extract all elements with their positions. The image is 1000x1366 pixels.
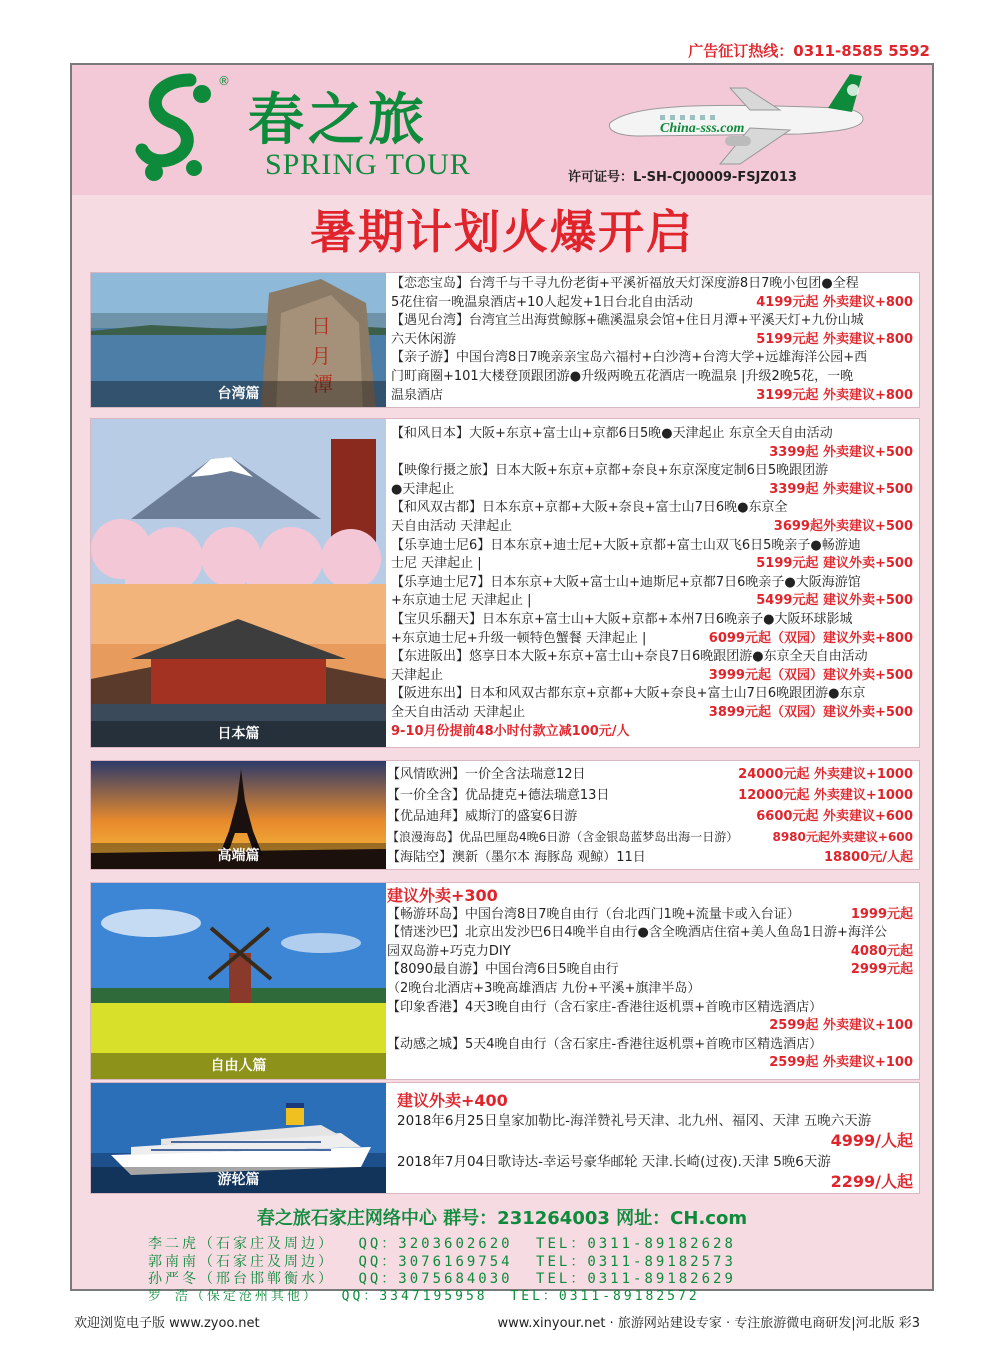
cruise-heading: 建议外卖+400 [397, 1091, 508, 1110]
list-item: 全天自由活动 天津起止 3899元起（双园）建议外卖+500 [391, 704, 913, 720]
cruise-photo [91, 1083, 386, 1193]
airplane-illustration [600, 68, 870, 168]
brand-name-en: SPRING TOUR [265, 148, 471, 181]
list-item: 【畅游环岛】中国台湾8日7晚自由行（台北西门1晚+流量卡或入台证） 1999元起 [387, 906, 913, 922]
japan-photo [91, 419, 386, 747]
list-item: 【和风日本】大阪+东京+富士山+京都6日5晚●天津起止 东京全天自由活动 [391, 426, 833, 441]
list-item: 4999/人起 [830, 1131, 913, 1150]
list-item: +东京迪士尼+升级一顿特色蟹餐 天津起止 | 6099元起（双园）建议外卖+800 [391, 630, 913, 646]
contact-row: 罗 浩（保定沧州其他） QQ：3347195958 TEL：0311-89182572 [148, 1289, 700, 1304]
free-travel-heading: 建议外卖+300 [387, 886, 498, 905]
premium-section [90, 760, 920, 870]
list-item: 【映像行摄之旅】日本大阪+东京+京都+奈良+东京深度定制6日5晚跟团游 [391, 463, 829, 479]
list-item: 2299/人起 [830, 1172, 913, 1191]
license-number: 许可证号：L-SH-CJ00009-FSJZ013 [568, 170, 797, 185]
list-item: 【恋恋宝岛】台湾千与千寻九份老街+平溪祈福放天灯深度游8日7晚小包团●全程 [391, 276, 859, 291]
list-item: 2018年7月04日歌诗达-幸运号豪华邮轮 天津.长崎(过夜).天津 5晚6天游 [397, 1154, 831, 1170]
list-item: 园双岛游+巧克力DIY 4080元起 [387, 943, 913, 959]
japan-lines [391, 425, 913, 741]
list-item: 5花住宿一晚温泉酒店+10人起发+1日台北自由活动 4199元起 外卖建议+800 [391, 294, 913, 310]
list-item: 【印象香港】4天3晚自由行（含石家庄-香港往返机票+首晚市区精选酒店） [387, 999, 823, 1015]
taiwan-section [90, 272, 920, 408]
japan-section [90, 418, 920, 748]
list-item: 【亲子游】中国台湾8日7晚亲亲宝岛六福村+白沙湾+台湾大学+远雄海洋公园+西 [391, 350, 868, 366]
svg-text:潭: 潭 [313, 372, 333, 396]
cruise-caption: 游轮篇 [91, 1167, 386, 1193]
list-item: 【8090最自游】中国台湾6日5晚自由行 2999元起 [387, 962, 913, 978]
list-item: 门町商圈+101大楼登顶跟团游●升级两晚五花酒店一晚温泉 |升级2晚5花，一晚 [391, 368, 854, 384]
list-item: 2599起 外卖建议+100 [769, 1055, 913, 1071]
cruise-section [90, 1082, 920, 1194]
svg-text:日: 日 [311, 314, 331, 338]
list-item: 六天休闲游 5199元起 外卖建议+800 [391, 331, 913, 347]
list-item: 【和风双古都】日本东京+京都+大阪+奈良+富士山7日6晚●东京全 [391, 500, 788, 516]
headline: 暑期计划火爆开启 [310, 205, 694, 259]
list-item: 天津起止 3999元起（双园）建议外卖+500 [391, 667, 913, 683]
premium-lines [387, 765, 913, 869]
contact-row: 孙严冬（邢台邯郸衡水） QQ：3075684030 TEL：0311-89182629 [148, 1271, 736, 1287]
contact-row: 郭南南（石家庄及周边） QQ：3076169754 TEL：0311-89182573 [148, 1254, 736, 1270]
list-item: 【阪进东出】日本和风双古都东京+京都+大阪+奈良+富士山7日6晚跟团游●东京 [391, 686, 866, 702]
list-item: 温泉酒店 3199元起 外卖建议+800 [391, 387, 913, 403]
list-item: 【乐享迪士尼6】日本东京+迪士尼+大阪+京都+富士山双飞6日5晚亲子●畅游迪 [391, 537, 861, 553]
japan-caption: 日本篇 [91, 721, 386, 747]
brand-name-cn: 春之旅 [248, 87, 428, 153]
list-item: 3399起 外卖建议+500 [769, 444, 913, 460]
japan-fuji-temple-image [91, 419, 386, 747]
premium-caption: 高端篇 [91, 843, 386, 869]
taiwan-caption: 台湾篇 [91, 381, 386, 407]
list-item: 2599起 外卖建议+100 [769, 1018, 913, 1034]
list-item: 【宝贝乐翻天】日本东京+富士山+大阪+京都+本州7日6晚亲子●大阪环球影城 [391, 611, 853, 627]
plane-livery-text: China-sss.com [660, 121, 745, 136]
cruise-lines [397, 1091, 913, 1193]
taiwan-lines [391, 275, 913, 405]
list-item: 【遇见台湾】台湾宜兰出海赏鲸豚+礁溪温泉会馆+住日月潭+平溪天灯+九份山城 [391, 313, 864, 329]
list-item: 【海陆空】澳新（墨尔本 海豚岛 观鲸）11日 18800元/人起 [387, 850, 913, 866]
free-travel-section [90, 882, 920, 1080]
free-travel-caption: 自由人篇 [91, 1053, 386, 1079]
list-item: 【风情欧洲】一价全含法瑞意12日 24000元起 外卖建议+1000 [387, 767, 913, 782]
list-item: 【一价全含】优品捷克+德法瑞意13日 12000元起 外卖建议+1000 [387, 787, 913, 803]
free-travel-photo [91, 883, 386, 1079]
list-item: +东京迪士尼 天津起止 | 5499元起 建议外卖+500 [391, 593, 913, 609]
contact-row: 李二虎（石家庄及周边） QQ：3203602620 TEL：0311-89182628 [148, 1236, 736, 1252]
list-item: 【情迷沙巴】北京出发沙巴6日4晚半自由行●含全晚酒店住宿+美人鱼岛1日游+海洋公 [387, 925, 887, 941]
list-item: 【东进阪出】悠享日本大阪+东京+富士山+奈良7日6晚跟团游●东京全天自由活动 [391, 649, 868, 665]
list-item: 2018年6月25日皇家加勒比-海洋赞礼号天津、北九州、福冈、天津 五晚六天游 [397, 1113, 872, 1129]
registered-mark: ® [218, 74, 230, 88]
svg-text:月: 月 [311, 344, 331, 368]
network-center: 春之旅石家庄网络中心 群号：231264003 网址：CH.com [256, 1208, 748, 1229]
footer-left: 欢迎浏览电子版 www.zyoo.net [74, 1316, 260, 1331]
japan-promo: 9-10月份提前48小时付款立减100元/人 [391, 723, 630, 739]
free-travel-lines [387, 887, 913, 1073]
spring-tour-logo-icon [132, 72, 227, 187]
list-item: 天自由活动 天津起止 3699起外卖建议+500 [391, 518, 913, 534]
list-item: 【浪漫海岛】优品巴厘岛4晚6日游（含金银岛蓝梦岛出海一日游） 8980元起外卖建议+600 [387, 830, 913, 845]
list-item: （2晚台北酒店+3晚高雄酒店 九份+平溪+旗津半岛） [387, 980, 701, 996]
list-item: 【乐享迪士尼7】日本东京+大阪+富士山+迪斯尼+京都7日6晚亲子●大阪海游馆 [391, 574, 861, 590]
footer-right: www.xinyour.net · 旅游网站建设专家 · 专注旅游微电商研发|河北版 彩3 [497, 1316, 920, 1331]
list-item: 【优品迪拜】威斯汀的盛宴6日游 6600元起 外卖建议+600 [387, 808, 913, 824]
list-item: 【动感之城】5天4晚自由行（含石家庄-香港往返机票+首晚市区精选酒店） [387, 1036, 823, 1052]
taiwan-photo [91, 273, 386, 407]
list-item: ●天津起止 3399起 外卖建议+500 [391, 481, 913, 497]
windmill-field-image [91, 883, 386, 1079]
premium-photo [91, 761, 386, 869]
ad-hotline: 广告征订热线：0311-8585 5592 [688, 42, 930, 60]
list-item: 士尼 天津起止 | 5199元起 建议外卖+500 [391, 556, 913, 572]
